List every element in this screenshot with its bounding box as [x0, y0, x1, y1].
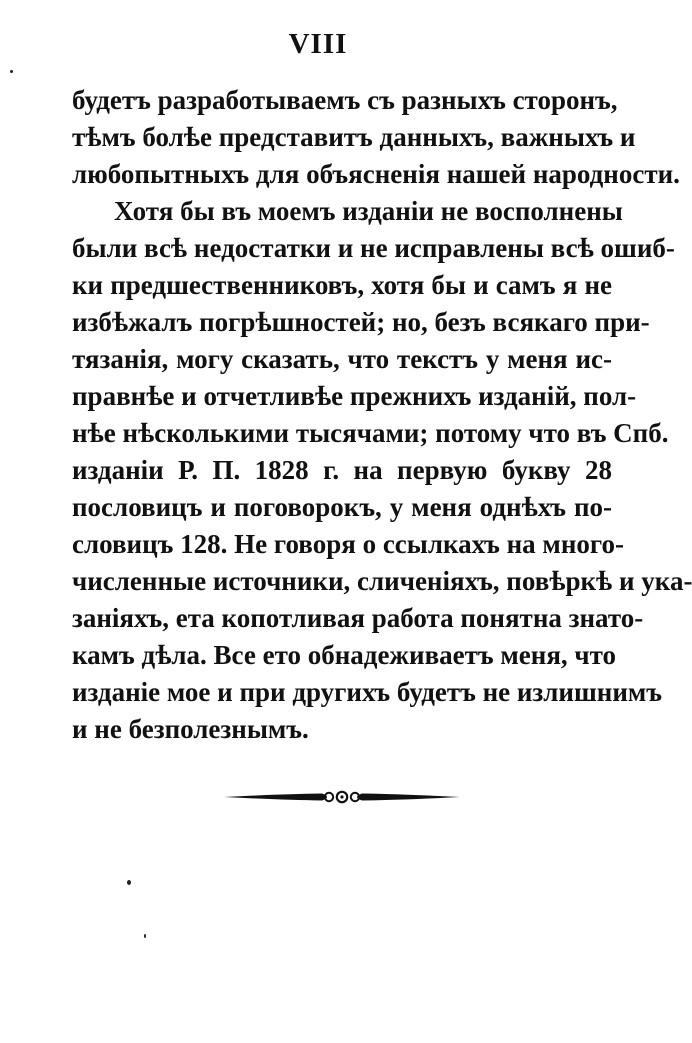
text-line: камъ дѣла. Все ето обнадеживаетъ меня, что	[72, 640, 617, 670]
paper-speck	[127, 880, 131, 885]
text-line: заніяхъ, ета копотливая работа понятна знато-	[72, 603, 644, 633]
text-line: изданіе мое и при другихъ будетъ не излишнимъ	[72, 677, 663, 707]
text-line: любопытныхъ для объясненія нашей народности.	[72, 159, 680, 189]
paper-speck	[144, 934, 146, 938]
paper-speck	[10, 70, 13, 73]
preface-text	[72, 82, 692, 748]
text-line: ки предшественниковъ, хотя бы и самъ я не	[72, 270, 612, 300]
text-line: нѣе нѣсколькими тысячами; потому что въ Спб.	[72, 418, 669, 448]
text-line: Хотя бы въ моемъ изданіи не восполнены	[114, 196, 623, 226]
text-line: правнѣе и отчетливѣе прежнихъ изданій, пол-	[72, 381, 637, 411]
text-line: будетъ разработываемъ съ разныхъ сторонъ,	[72, 85, 618, 115]
text-line: словицъ 128. Не говоря о ссылкахъ на много-	[72, 529, 624, 559]
text-line: пословицъ и поговорокъ, у меня однѣхъ по-	[72, 492, 612, 522]
text-line: избѣжалъ погрѣшностей; но, безъ всякаго при-	[72, 307, 650, 337]
text-line: изданіи Р. П. 1828 г. на первую букву 28	[72, 455, 612, 485]
decorative-divider-ornament	[222, 785, 462, 809]
page-number: VIII	[288, 28, 348, 60]
text-line: численные источники, сличеніяхъ, повѣркѣ и ука-	[72, 566, 692, 596]
text-line: тѣмъ болѣе представитъ данныхъ, важныхъ и	[72, 122, 636, 152]
text-line: тязанія, могу сказать, что текстъ у меня ис-	[72, 344, 612, 374]
text-line: были всѣ недостатки и не исправлены всѣ ошиб-	[72, 233, 675, 263]
text-line: и не безполезнымъ.	[72, 714, 309, 744]
